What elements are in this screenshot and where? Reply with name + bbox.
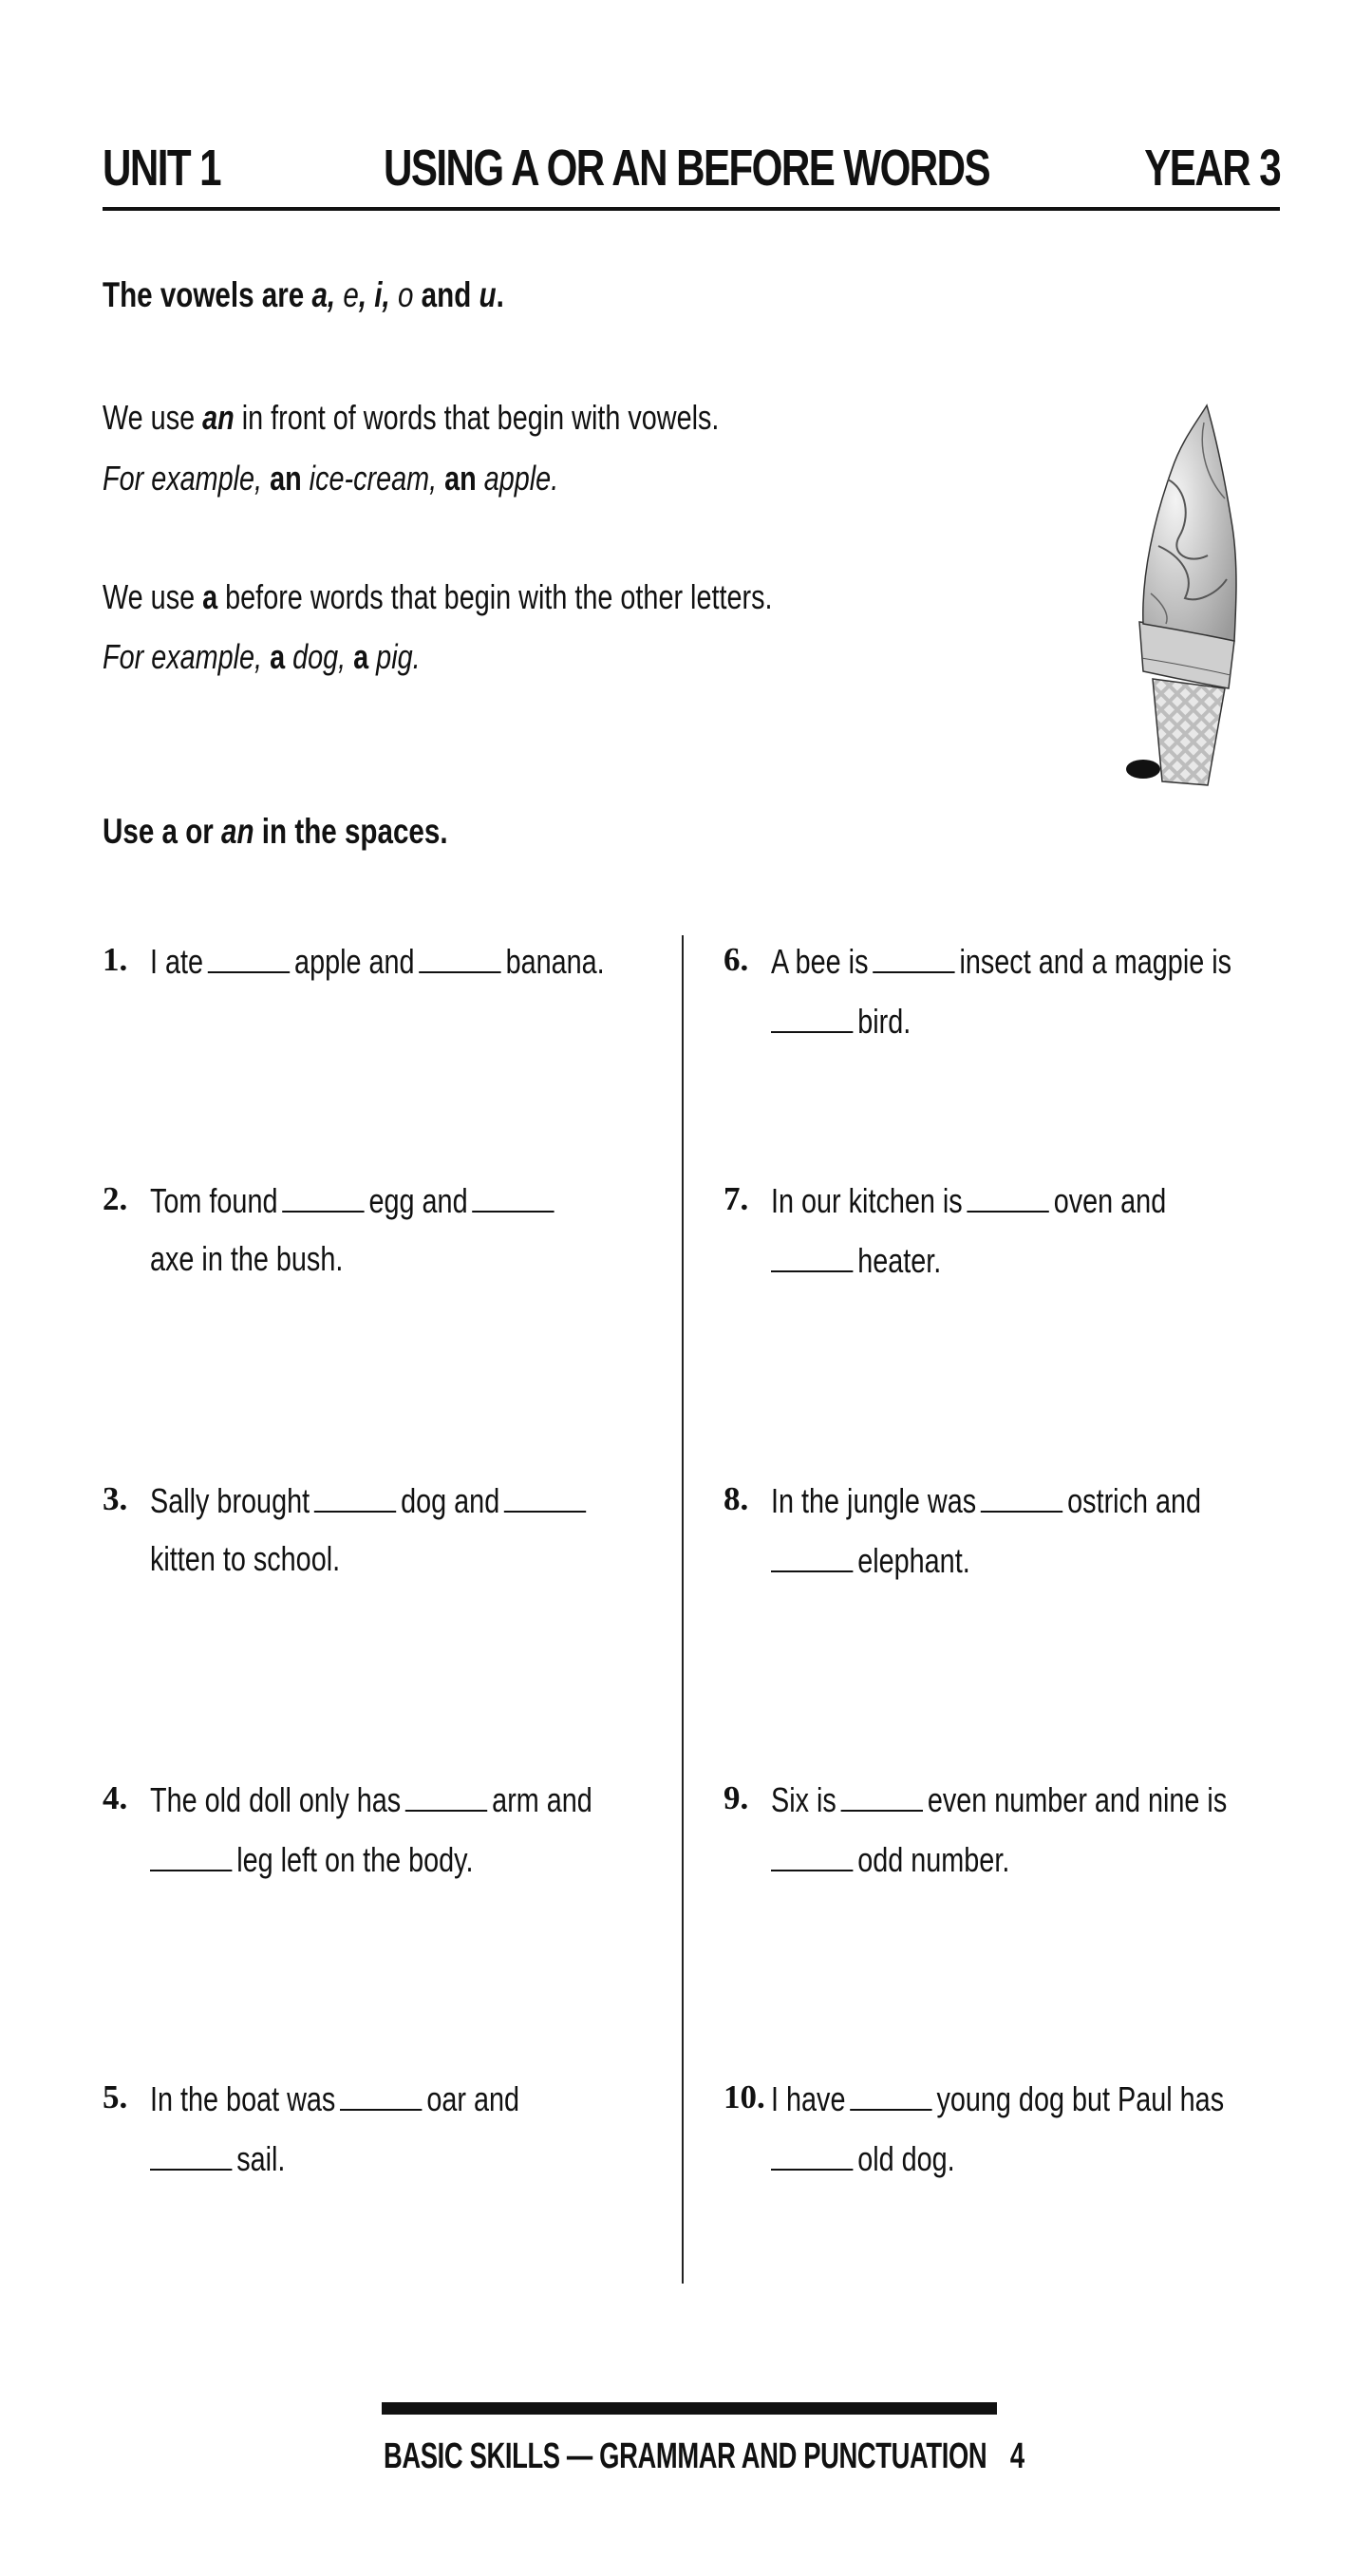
question-line [771, 2140, 955, 2176]
vowel-u: u [479, 275, 497, 314]
question-line [150, 943, 605, 979]
question-number: 1. [103, 941, 128, 978]
question-line [771, 1542, 970, 1578]
header-rule [103, 207, 1280, 211]
text: We use [103, 577, 203, 616]
answer-blank[interactable] [504, 1482, 586, 1513]
answer-blank[interactable] [771, 1841, 853, 1871]
unit-label: UNIT 1 [103, 140, 221, 197]
question-line [150, 1841, 473, 1877]
instruction [103, 814, 448, 849]
text: The old doll only has [150, 1780, 402, 1819]
keyword-an: an [270, 459, 302, 498]
keyword-an: an [444, 459, 477, 498]
text: dog, [285, 637, 354, 676]
answer-blank[interactable] [405, 1781, 487, 1812]
text: old dog. [857, 2139, 955, 2178]
question-line [771, 2080, 1224, 2116]
vowels-prefix: The vowels are [103, 275, 312, 314]
text: In the boat was [150, 2079, 336, 2118]
text: before words that begin with the other letters. [217, 577, 773, 616]
text: oven and [1053, 1181, 1167, 1220]
question-number: 2. [103, 1180, 128, 1217]
text: apple. [476, 459, 559, 498]
answer-blank[interactable] [340, 2080, 422, 2111]
text: young dog but Paul has [936, 2079, 1225, 2118]
vowel-i: i [374, 275, 383, 314]
text: Use a or [103, 812, 222, 851]
text: in the spaces. [254, 812, 448, 851]
text: in front of words that begin with vowels. [234, 398, 720, 437]
text: dog and [401, 1481, 500, 1520]
text: egg and [368, 1181, 468, 1220]
question-number: 6. [724, 941, 749, 978]
text: arm and [492, 1780, 592, 1819]
text: kitten to school. [150, 1539, 341, 1578]
footer [384, 2438, 1024, 2474]
question-number: 8. [724, 1480, 749, 1517]
text: oar and [426, 2079, 520, 2118]
separator: , [382, 275, 398, 314]
period: . [496, 275, 504, 314]
answer-blank[interactable] [314, 1482, 396, 1513]
question-line [150, 2080, 519, 2116]
footer-rule [382, 2402, 997, 2415]
text: For example, [103, 459, 271, 498]
text: A bee is [771, 942, 869, 981]
text: banana. [505, 942, 605, 981]
question-line [150, 1482, 591, 1518]
question-number: 10. [724, 2078, 765, 2115]
a-rule [103, 577, 773, 616]
answer-blank[interactable] [771, 1003, 853, 1033]
question-line [771, 1841, 1009, 1877]
keyword-an: an [202, 398, 235, 437]
text: For example, [103, 637, 271, 676]
text: heater. [857, 1241, 942, 1280]
question-line [150, 1539, 341, 1578]
text: In the jungle was [771, 1481, 977, 1520]
question-number: 4. [103, 1779, 128, 1816]
vowel-o: o [397, 275, 414, 314]
answer-blank[interactable] [208, 943, 290, 973]
text: axe in the bush. [150, 1239, 344, 1278]
question-line [771, 1781, 1227, 1817]
separator: , [327, 275, 344, 314]
text: ostrich and [1067, 1481, 1202, 1520]
answer-blank[interactable] [419, 943, 500, 973]
text: pig. [368, 637, 421, 676]
answer-blank[interactable] [282, 1182, 364, 1213]
question-number: 7. [724, 1180, 749, 1217]
keyword-a: a [202, 577, 218, 616]
answer-blank[interactable] [472, 1182, 554, 1213]
answer-blank[interactable] [850, 2080, 931, 2111]
question-line [150, 1781, 592, 1817]
vowel-a: a [311, 275, 328, 314]
question-line [771, 1242, 941, 1278]
question-number: 9. [724, 1779, 749, 1816]
text: insect and a magpie is [959, 942, 1232, 981]
question-line [771, 943, 1231, 979]
question-number: 5. [103, 2078, 128, 2115]
text: Sally brought [150, 1481, 310, 1520]
page-title: USING A OR AN BEFORE WORDS [383, 140, 990, 197]
ice-cream-cone-illustration [1113, 404, 1250, 795]
answer-blank[interactable] [968, 1182, 1049, 1213]
text: even number and nine is [927, 1780, 1228, 1819]
column-divider [682, 935, 684, 2284]
answer-blank[interactable] [150, 1841, 232, 1871]
text: elephant. [857, 1541, 970, 1580]
answer-blank[interactable] [771, 2140, 853, 2171]
text: Tom found [150, 1181, 278, 1220]
text: leg left on the body. [236, 1840, 474, 1879]
answer-blank[interactable] [873, 943, 954, 973]
a-example [103, 637, 421, 676]
text: Six is [771, 1780, 836, 1819]
and-word: and [413, 275, 479, 314]
answer-blank[interactable] [981, 1482, 1062, 1513]
separator: , [358, 275, 375, 314]
an-rule [103, 398, 720, 437]
question-line [150, 1239, 344, 1278]
text: apple and [294, 942, 415, 981]
answer-blank[interactable] [150, 2140, 232, 2171]
text: odd number. [857, 1840, 1010, 1879]
question-line [771, 1182, 1166, 1218]
question-line [771, 1003, 911, 1039]
question-number: 3. [103, 1480, 128, 1517]
text: In our kitchen is [771, 1181, 963, 1220]
answer-blank[interactable] [771, 1242, 853, 1272]
text: bird. [857, 1002, 912, 1041]
keyword-a: a [353, 637, 369, 676]
page-number: 4 [1009, 2436, 1024, 2476]
vowel-e: e [343, 275, 359, 314]
keyword-a: a [270, 637, 286, 676]
text: I ate [150, 942, 204, 981]
text: ice-cream, [301, 459, 445, 498]
question-line [771, 1482, 1201, 1518]
text: sail. [236, 2139, 286, 2178]
year-label: YEAR 3 [1144, 140, 1280, 197]
footer-title: BASIC SKILLS — GRAMMAR AND PUNCTUATION [384, 2436, 987, 2476]
vowels-statement [103, 277, 504, 312]
text: I have [771, 2079, 846, 2118]
keyword-an: an [221, 812, 254, 851]
question-line [150, 1182, 559, 1218]
answer-blank[interactable] [841, 1781, 923, 1812]
question-line [150, 2140, 285, 2176]
answer-blank[interactable] [771, 1542, 853, 1572]
text: We use [103, 398, 203, 437]
an-example [103, 461, 558, 496]
